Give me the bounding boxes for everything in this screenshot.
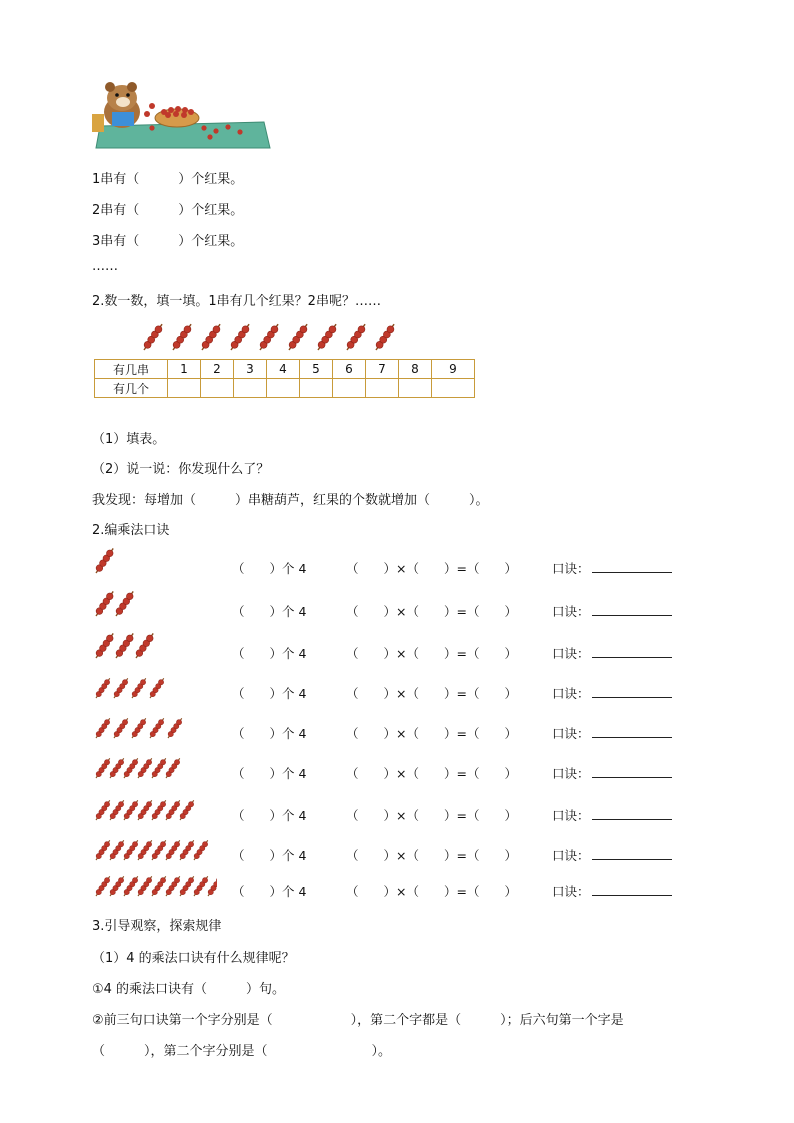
skewer-icon [164,839,182,862]
table-cell-count: 5 [300,360,333,379]
koujue-answer-line[interactable] [592,727,672,738]
multiplication-equation-blank[interactable]: （ ）×（ ）=（ ） [346,726,517,741]
multiplication-equation-blank[interactable]: （ ）×（ ）=（ ） [346,808,517,823]
groups-of-four-blank[interactable]: （ ）个 4 [232,766,307,781]
skewer-icon [136,757,154,780]
koujue-answer-line[interactable] [592,885,672,896]
skewer-icon [178,799,196,822]
skewer-icon [113,632,136,660]
skewer-icon [178,875,196,898]
skewer-icon [150,799,168,822]
groups-of-four-blank[interactable]: （ ）个 4 [232,646,307,661]
skewer-group-icon [92,672,217,702]
multiplication-equation-blank[interactable]: （ ）×（ ）=（ ） [346,686,517,701]
koujue-answer-line[interactable] [592,767,672,778]
koujue-answer-line[interactable] [592,647,672,658]
table-row-berries [95,379,475,398]
skewer-icon [108,799,126,822]
question-4-title: 3.引导观察，探索规律 [92,919,222,934]
skewer-icon [112,677,130,700]
koujue-label: 口诀： [552,766,590,781]
q4-line-2: ②前三句口诀第一个字分别是（ ），第二个字都是（ ）；后六句第一个字是 [92,1013,624,1028]
groups-of-four-blank[interactable]: （ ）个 4 [232,848,307,863]
skewer-icon [150,839,168,862]
skewer-group-icon [92,794,217,824]
table-header-skewers: 有几串 [95,360,168,379]
multiplication-equation-blank[interactable]: （ ）×（ ）=（ ） [346,848,517,863]
koujue-label: 口诀： [552,808,590,823]
table-blank-cell[interactable] [201,379,234,398]
multiplication-row [0,842,794,866]
table-cell-count: 6 [333,360,366,379]
skewer-icon [257,322,281,352]
table-blank-cell[interactable] [432,379,475,398]
skewer-icon [93,547,116,575]
skewer-icon [136,799,154,822]
table-blank-cell[interactable] [300,379,333,398]
table-cell-count: 4 [267,360,300,379]
q2-finding: 我发现：每增加（ ）串糖葫芦，红果的个数就增加（ ）。 [92,493,489,508]
multiplication-row [0,760,794,784]
skewer-icon [122,799,140,822]
skewer-icon [199,322,223,352]
skewer-group-icon [92,752,217,782]
skewer-icon [94,839,112,862]
skewer-icon [192,875,210,898]
intro-line-2: 2串有（ ）个红果。 [92,203,244,218]
groups-of-four-blank[interactable]: （ ）个 4 [232,884,307,899]
skewer-icon [150,875,168,898]
koujue-answer-line[interactable] [592,687,672,698]
table-blank-cell[interactable] [168,379,201,398]
koujue-label: 口诀： [552,604,590,619]
skewer-icon [122,757,140,780]
multiplication-equation-blank[interactable]: （ ）×（ ）=（ ） [346,561,517,576]
koujue-label: 口诀： [552,561,590,576]
multiplication-row [0,878,794,902]
table-cell-count: 7 [366,360,399,379]
table-cell-count: 8 [399,360,432,379]
koujue-label: 口诀： [552,884,590,899]
table-cell-count: 3 [234,360,267,379]
skewer-row-illustration [140,318,410,354]
q4-line-3: （ ），第二个字分别是（ ）。 [92,1044,392,1059]
skewer-icon [192,839,210,862]
skewer-icon [148,677,166,700]
q4-line-1: ①4 的乘法口诀有（ ）句。 [92,982,286,997]
skewer-icon [122,839,140,862]
multiplication-row [0,640,794,664]
groups-of-four-blank[interactable]: （ ）个 4 [232,808,307,823]
koujue-answer-line[interactable] [592,562,672,573]
multiplication-equation-blank[interactable]: （ ）×（ ）=（ ） [346,884,517,899]
skewer-icon [373,322,397,352]
koujue-label: 口诀： [552,848,590,863]
koujue-label: 口诀： [552,686,590,701]
table-blank-cell[interactable] [267,379,300,398]
skewer-icon [108,875,126,898]
skewer-icon [133,632,156,660]
multiplication-equation-blank[interactable]: （ ）×（ ）=（ ） [346,766,517,781]
skewer-icon [108,757,126,780]
skewer-icon [136,839,154,862]
skewer-group-icon [92,632,217,662]
skewer-icon [178,839,196,862]
table-blank-cell[interactable] [366,379,399,398]
skewer-icon [315,322,339,352]
multiplication-equation-blank[interactable]: （ ）×（ ）=（ ） [346,646,517,661]
groups-of-four-blank[interactable]: （ ）个 4 [232,604,307,619]
intro-line-1: 1串有（ ）个红果。 [92,172,244,187]
q2-sub-1: （1）填表。 [92,432,166,447]
groups-of-four-blank[interactable]: （ ）个 4 [232,561,307,576]
groups-of-four-blank[interactable]: （ ）个 4 [232,686,307,701]
multiplication-row [0,802,794,826]
multiplication-row [0,598,794,622]
skewer-icon [148,717,166,740]
skewer-icon [344,322,368,352]
table-row-skewers [95,360,475,379]
skewer-icon [94,875,112,898]
skewer-group-icon [92,870,217,900]
intro-ellipsis: …… [92,259,118,274]
koujue-label: 口诀： [552,726,590,741]
skewer-icon [136,875,154,898]
skewer-icon [141,322,165,352]
skewer-icon [93,632,116,660]
q2-sub-2: （2）说一说：你发现什么了？ [92,462,270,477]
skewer-group-icon [92,590,217,620]
skewer-icon [150,757,168,780]
table-cell-count: 1 [168,360,201,379]
count-table [94,359,475,398]
table-cell-count: 9 [432,360,475,379]
skewer-icon [228,322,252,352]
skewer-group-icon [92,547,217,577]
skewer-icon [130,717,148,740]
question-2-title: 2.数一数，填一填。1串有几个红果？2串呢？…… [92,294,381,309]
table-blank-cell[interactable] [333,379,366,398]
skewer-group-icon [92,712,217,742]
skewer-icon [166,717,184,740]
skewer-icon [108,839,126,862]
koujue-answer-line[interactable] [592,605,672,616]
multiplication-row [0,555,794,579]
skewer-icon [112,717,130,740]
skewer-icon [164,875,182,898]
skewer-icon [286,322,310,352]
skewer-icon [164,799,182,822]
groups-of-four-blank[interactable]: （ ）个 4 [232,726,307,741]
multiplication-equation-blank[interactable]: （ ）×（ ）=（ ） [346,604,517,619]
table-blank-cell[interactable] [399,379,432,398]
skewer-icon [130,677,148,700]
table-header-berries: 有几个 [95,379,168,398]
koujue-label: 口诀： [552,646,590,661]
skewer-icon [94,799,112,822]
skewer-icon [94,757,112,780]
skewer-icon [94,717,112,740]
question-3-title: 2.编乘法口诀 [92,523,170,538]
multiplication-row [0,720,794,744]
skewer-icon [94,677,112,700]
skewer-icon [93,590,116,618]
skewer-group-icon [92,834,217,864]
skewer-icon [206,875,217,898]
skewer-icon [170,322,194,352]
table-blank-cell[interactable] [234,379,267,398]
multiplication-row [0,680,794,704]
koujue-answer-line[interactable] [592,809,672,820]
table-cell-count: 2 [201,360,234,379]
q4-sub-1: （1）4 的乘法口诀有什么规律呢？ [92,951,295,966]
skewer-icon [122,875,140,898]
skewer-icon [164,757,182,780]
koujue-answer-line[interactable] [592,849,672,860]
skewer-icon [113,590,136,618]
intro-line-3: 3串有（ ）个红果。 [92,234,244,249]
bear-selling-berries-illustration [92,78,272,150]
